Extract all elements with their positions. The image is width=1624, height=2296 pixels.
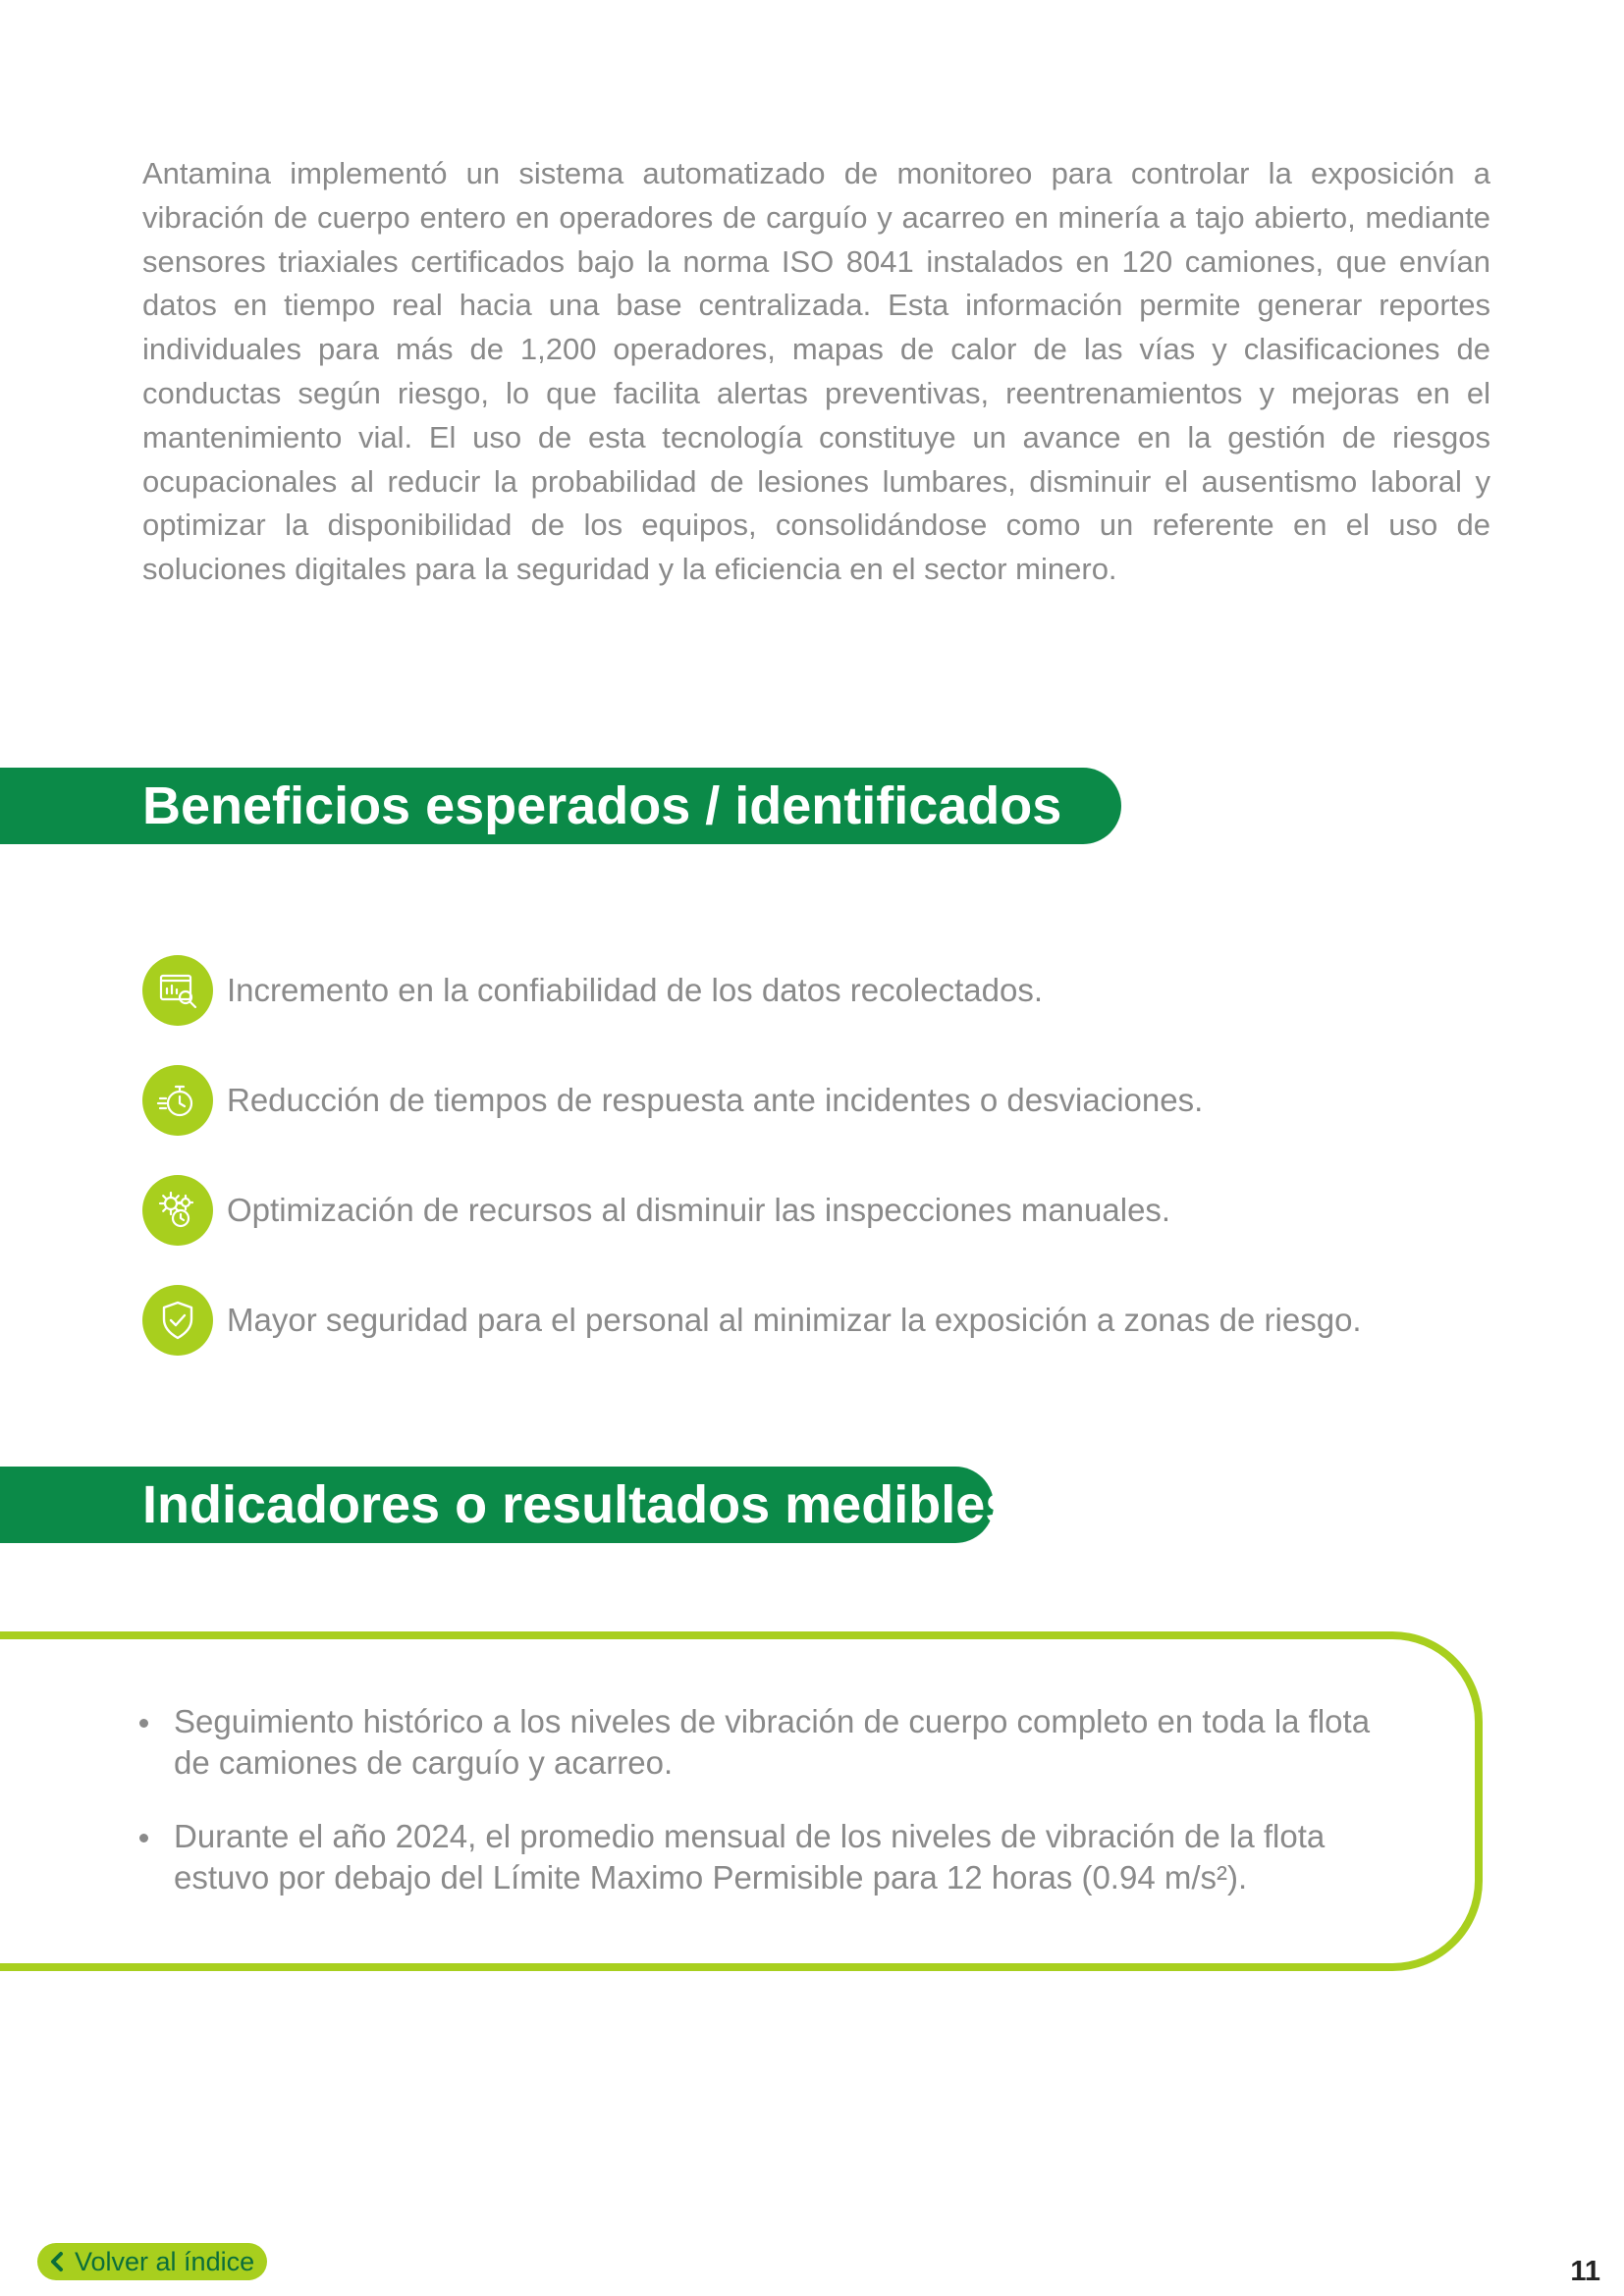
back-to-index-label: Volver al índice xyxy=(75,2246,255,2276)
benefit-item xyxy=(142,954,1517,1027)
indicator-item: Durante el año 2024, el promedio mensual de los niveles de vibración de la flota estuvo por debajo del Límite Maximo Permisible para 12 horas (0.94 m/s²). xyxy=(135,1816,1412,1898)
benefits-list xyxy=(142,954,1517,1394)
intro-paragraph: Antamina implementó un sistema automatizado de monitoreo para controlar la exposición a vibración de cuerpo entero en operadores de carguío y acarreo en minería a tajo abierto, mediante sensores triaxiales certificados bajo la norma ISO 8041 instalados en 120 camiones, que envían datos en tiempo real hacia una base centralizada. Esta información permite generar reportes individuales para más de 1,200 operadores, mapas de calor de las vías y clasificaciones de conductas según riesgo, lo que facilita alertas preventivas, reentrenamientos y mejoras en el mantenimiento vial. El uso de esta tecnología constituye un avance en la gestión de riesgos ocupacionales al reducir la probabilidad de lesiones lumbares, disminuir el ausentismo laboral y optimizar la disponibilidad de los equipos, consolidándose como un referente en el uso de soluciones digitales para la seguridad y la eficiencia en el sector minero. xyxy=(142,156,1490,587)
indicator-item: Seguimiento histórico a los niveles de vibración de cuerpo completo en toda la flota de camiones de carguío y acarreo. xyxy=(135,1701,1412,1784)
benefit-item xyxy=(142,1064,1517,1137)
benefit-item xyxy=(142,1174,1517,1247)
page-number: 11 xyxy=(1570,2256,1600,2287)
gears-clock-icon xyxy=(142,1175,213,1246)
benefit-text: Incremento en la confiabilidad de los datos recolectados. xyxy=(227,972,1044,1008)
stopwatch-icon xyxy=(142,1065,213,1136)
benefit-item xyxy=(142,1284,1517,1357)
back-to-index-button[interactable] xyxy=(37,2243,267,2280)
benefit-text: Mayor seguridad para el personal al minimizar la exposición a zonas de riesgo. xyxy=(227,1302,1362,1338)
benefit-text: Reducción de tiempos de respuesta ante incidentes o desviaciones. xyxy=(227,1082,1204,1118)
shield-check-icon xyxy=(142,1285,213,1356)
indicators-list xyxy=(135,1701,1412,1931)
benefit-text: Optimización de recursos al disminuir las inspecciones manuales. xyxy=(227,1192,1171,1228)
benefits-section-header xyxy=(0,768,1121,844)
benefits-title: Beneficios esperados / identificados xyxy=(142,776,1062,835)
indicators-section-header xyxy=(0,1467,1015,1543)
chevron-left-icon xyxy=(49,2251,65,2272)
indicators-title: Indicadores o resultados medibles xyxy=(142,1475,1015,1534)
data-analysis-icon xyxy=(142,955,213,1026)
